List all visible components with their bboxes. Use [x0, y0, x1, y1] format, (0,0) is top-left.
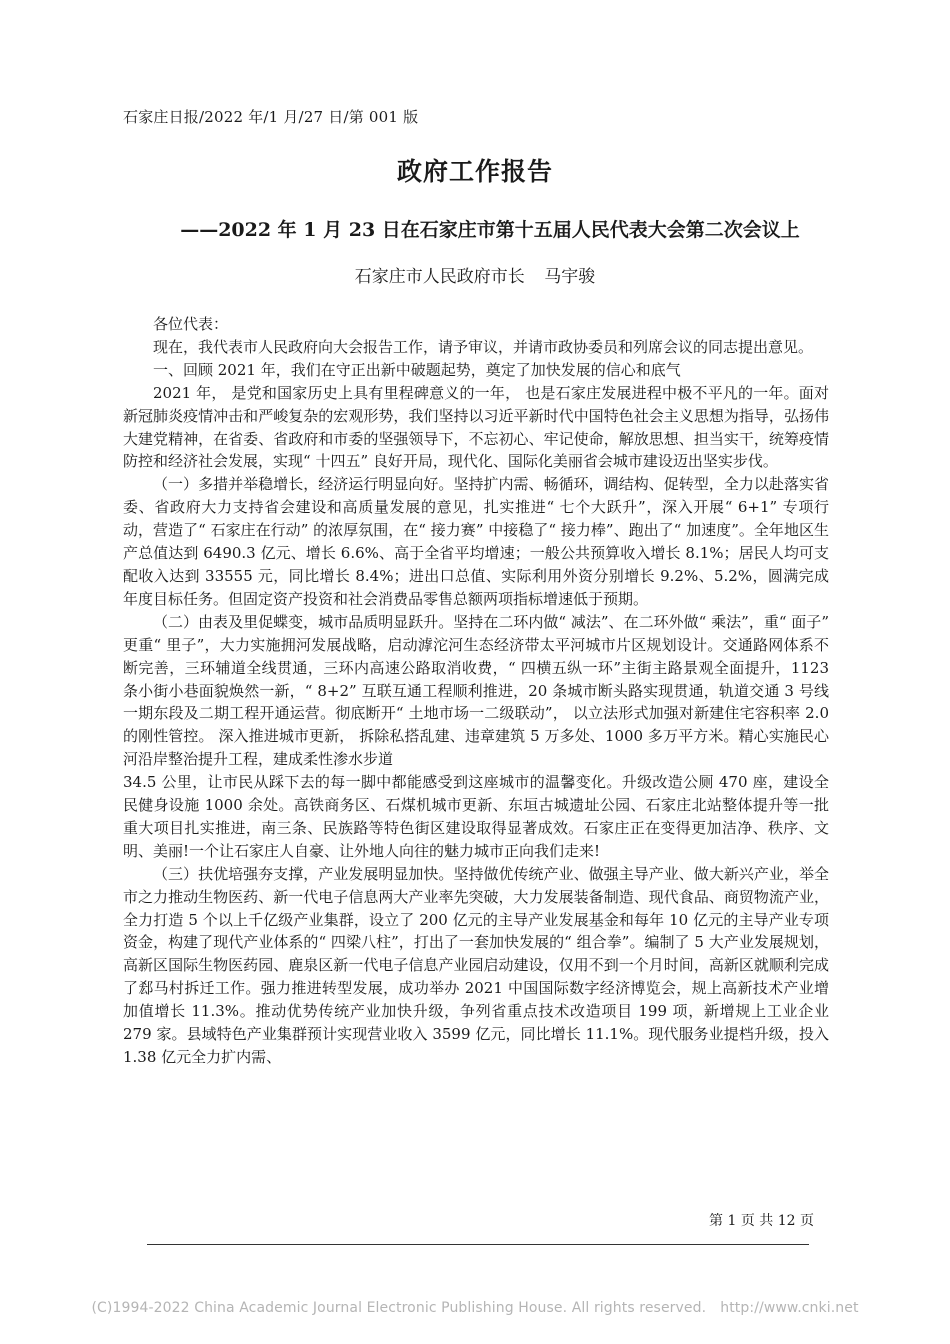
author-line: 石家庄市人民政府市长 马宇骏	[354, 267, 596, 287]
page-number: 第 1 页 共 12 页	[709, 1213, 814, 1229]
section-heading: 一、回顾 2021 年，我们在守正出新中破题起势，奠定了加快发展的信心和底气	[153, 360, 681, 379]
report-body	[123, 313, 829, 1069]
salutation-paragraph: 各位代表：	[153, 315, 229, 333]
source-line: 石家庄日报/2022 年/1 月/27 日/第 001 版	[123, 108, 419, 126]
copyright-watermark: (C)1994-2022 China Academic Journal Electronic Publishing House. All rights reserved. http://www.cnki.net	[91, 1300, 859, 1316]
document-title: 政府工作报告	[396, 157, 553, 186]
body-paragraph: （三）扶优培强夯支撑，产业发展明显加快。坚持做优传统产业、做强主导产业、做大新兴产业，举全市之力推动生物医药、新一代电子信息两大产业率先突破，大力发展装备制造、现代食品、商贸物流产业，全力打造 5 个以上千亿级产业集群，设立了 200 亿元的主导产业发展基金和每年 10 亿元的主导产业专项资金，构建了现代产业体系的“ 四梁八柱”，打出了一套加快发展的“ 组合拳”。编制了 5 大产业发展规划，高新区国际生物医药园、鹿泉区新一代电子信息产业园启动建设，仅用不到一个月时间，高新区就顺利完成了郄马村拆迁工作。强力推进转型发展，成功举办 2021 中国国际数字经济博览会，规上高新技术产业增加值增长 11.3%。推动优势传统产业加快升级，争列省重点技术改造项目 199 项，新增规上工业企业 279 家。县域特色产业集群预计实现营业收入 3599 亿元，同比增长 11.1%。现代服务业提档升级，投入 1.38 亿元全力扩内需、	[123, 864, 829, 1066]
document-subtitle: ——2022 年 1 月 23 日在石家庄市第十五届人民代表大会第二次会议上	[180, 219, 800, 241]
footer-divider	[147, 1244, 809, 1245]
body-paragraph: 2021 年， 是党和国家历史上具有里程碑意义的一年， 也是石家庄发展进程中极不平凡的一年。面对新冠肺炎疫情冲击和严峻复杂的宏观形势，我们坚持以习近平新时代中国特色社会主义思想为指导，弘扬伟大建党精神，在省委、省政府和市委的坚强领导下，不忘初心、牢记使命，解放思想、担当实干，统筹疫情防控和经济社会发展，实现“ 十四五” 良好开局，现代化、国际化美丽省会城市建设迈出坚实步伐。	[123, 383, 829, 471]
body-paragraph-continued: 34.5 公里，让市民从踩下去的每一脚中都能感受到这座城市的温馨变化。升级改造公厕 470 座，建设全民健身设施 1000 余处。高铁商务区、石煤机城市更新、东垣古城遗址公园、石家庄北站整体提升等一批重大项目扎实推进，南三条、民族路等特色街区建设取得显著成效。石家庄正在变得更加洁净、秩序、文明、美丽!一个让石家庄人自豪、让外地人向往的魅力城市正向我们走来!	[123, 773, 829, 860]
body-paragraph: 现在，我代表市人民政府向大会报告工作，请予审议，并请市政协委员和列席会议的同志提出意见。	[153, 337, 814, 356]
body-paragraph: （二）由表及里促蝶变，城市品质明显跃升。坚持在二环内做“ 减法”、在二环外做“ 乘法”，重“ 面子” 更重“ 里子”，大力实施拥河发展战略，启动滹沱河生态经济带太平河城市片区规划设计。交通路网体系不断完善，三环辅道全线贯通，三环内高速公路取消收费，“ 四横五纵一环”主街主路景观全面提升，1123 条小街小巷面貌焕然一新，“ 8+2” 互联互通工程顺利推进，20 条城市断头路实现贯通，轨道交通 3 号线一期东段及二期工程开通运营。彻底断开“ 土地市场一二级联动”， 以立法形式加强对新建住宅容积率 2.0 的刚性管控。 深入推进城市更新， 拆除私搭乱建、违章建筑 5 万多处、1000 多万平方米。精心实施民心河沿岸整治提升工程，建成柔性渗水步道	[123, 612, 829, 769]
body-paragraph: （一）多措并举稳增长，经济运行明显向好。坚持扩内需、畅循环，调结构、促转型，全力以赴落实省委、省政府大力支持省会建设和高质量发展的意见，扎实推进“ 七个大跃升”，深入开展“ 6+1” 专项行动，营造了“ 石家庄在行动” 的浓厚氛围，在“ 接力赛” 中接稳了“ 接力棒”、跑出了“ 加速度”。全年地区生产总值达到 6490.3 亿元、增长 6.6%、高于全省平均增速；一般公共预算收入增长 8.1%；居民人均可支配收入达到 33555 元，同比增长 8.4%；进出口总值、实际利用外资分别增长 9.2%、5.2%，圆满完成年度目标任务。但固定资产投资和社会消费品零售总额两项指标增速低于预期。	[123, 475, 829, 608]
